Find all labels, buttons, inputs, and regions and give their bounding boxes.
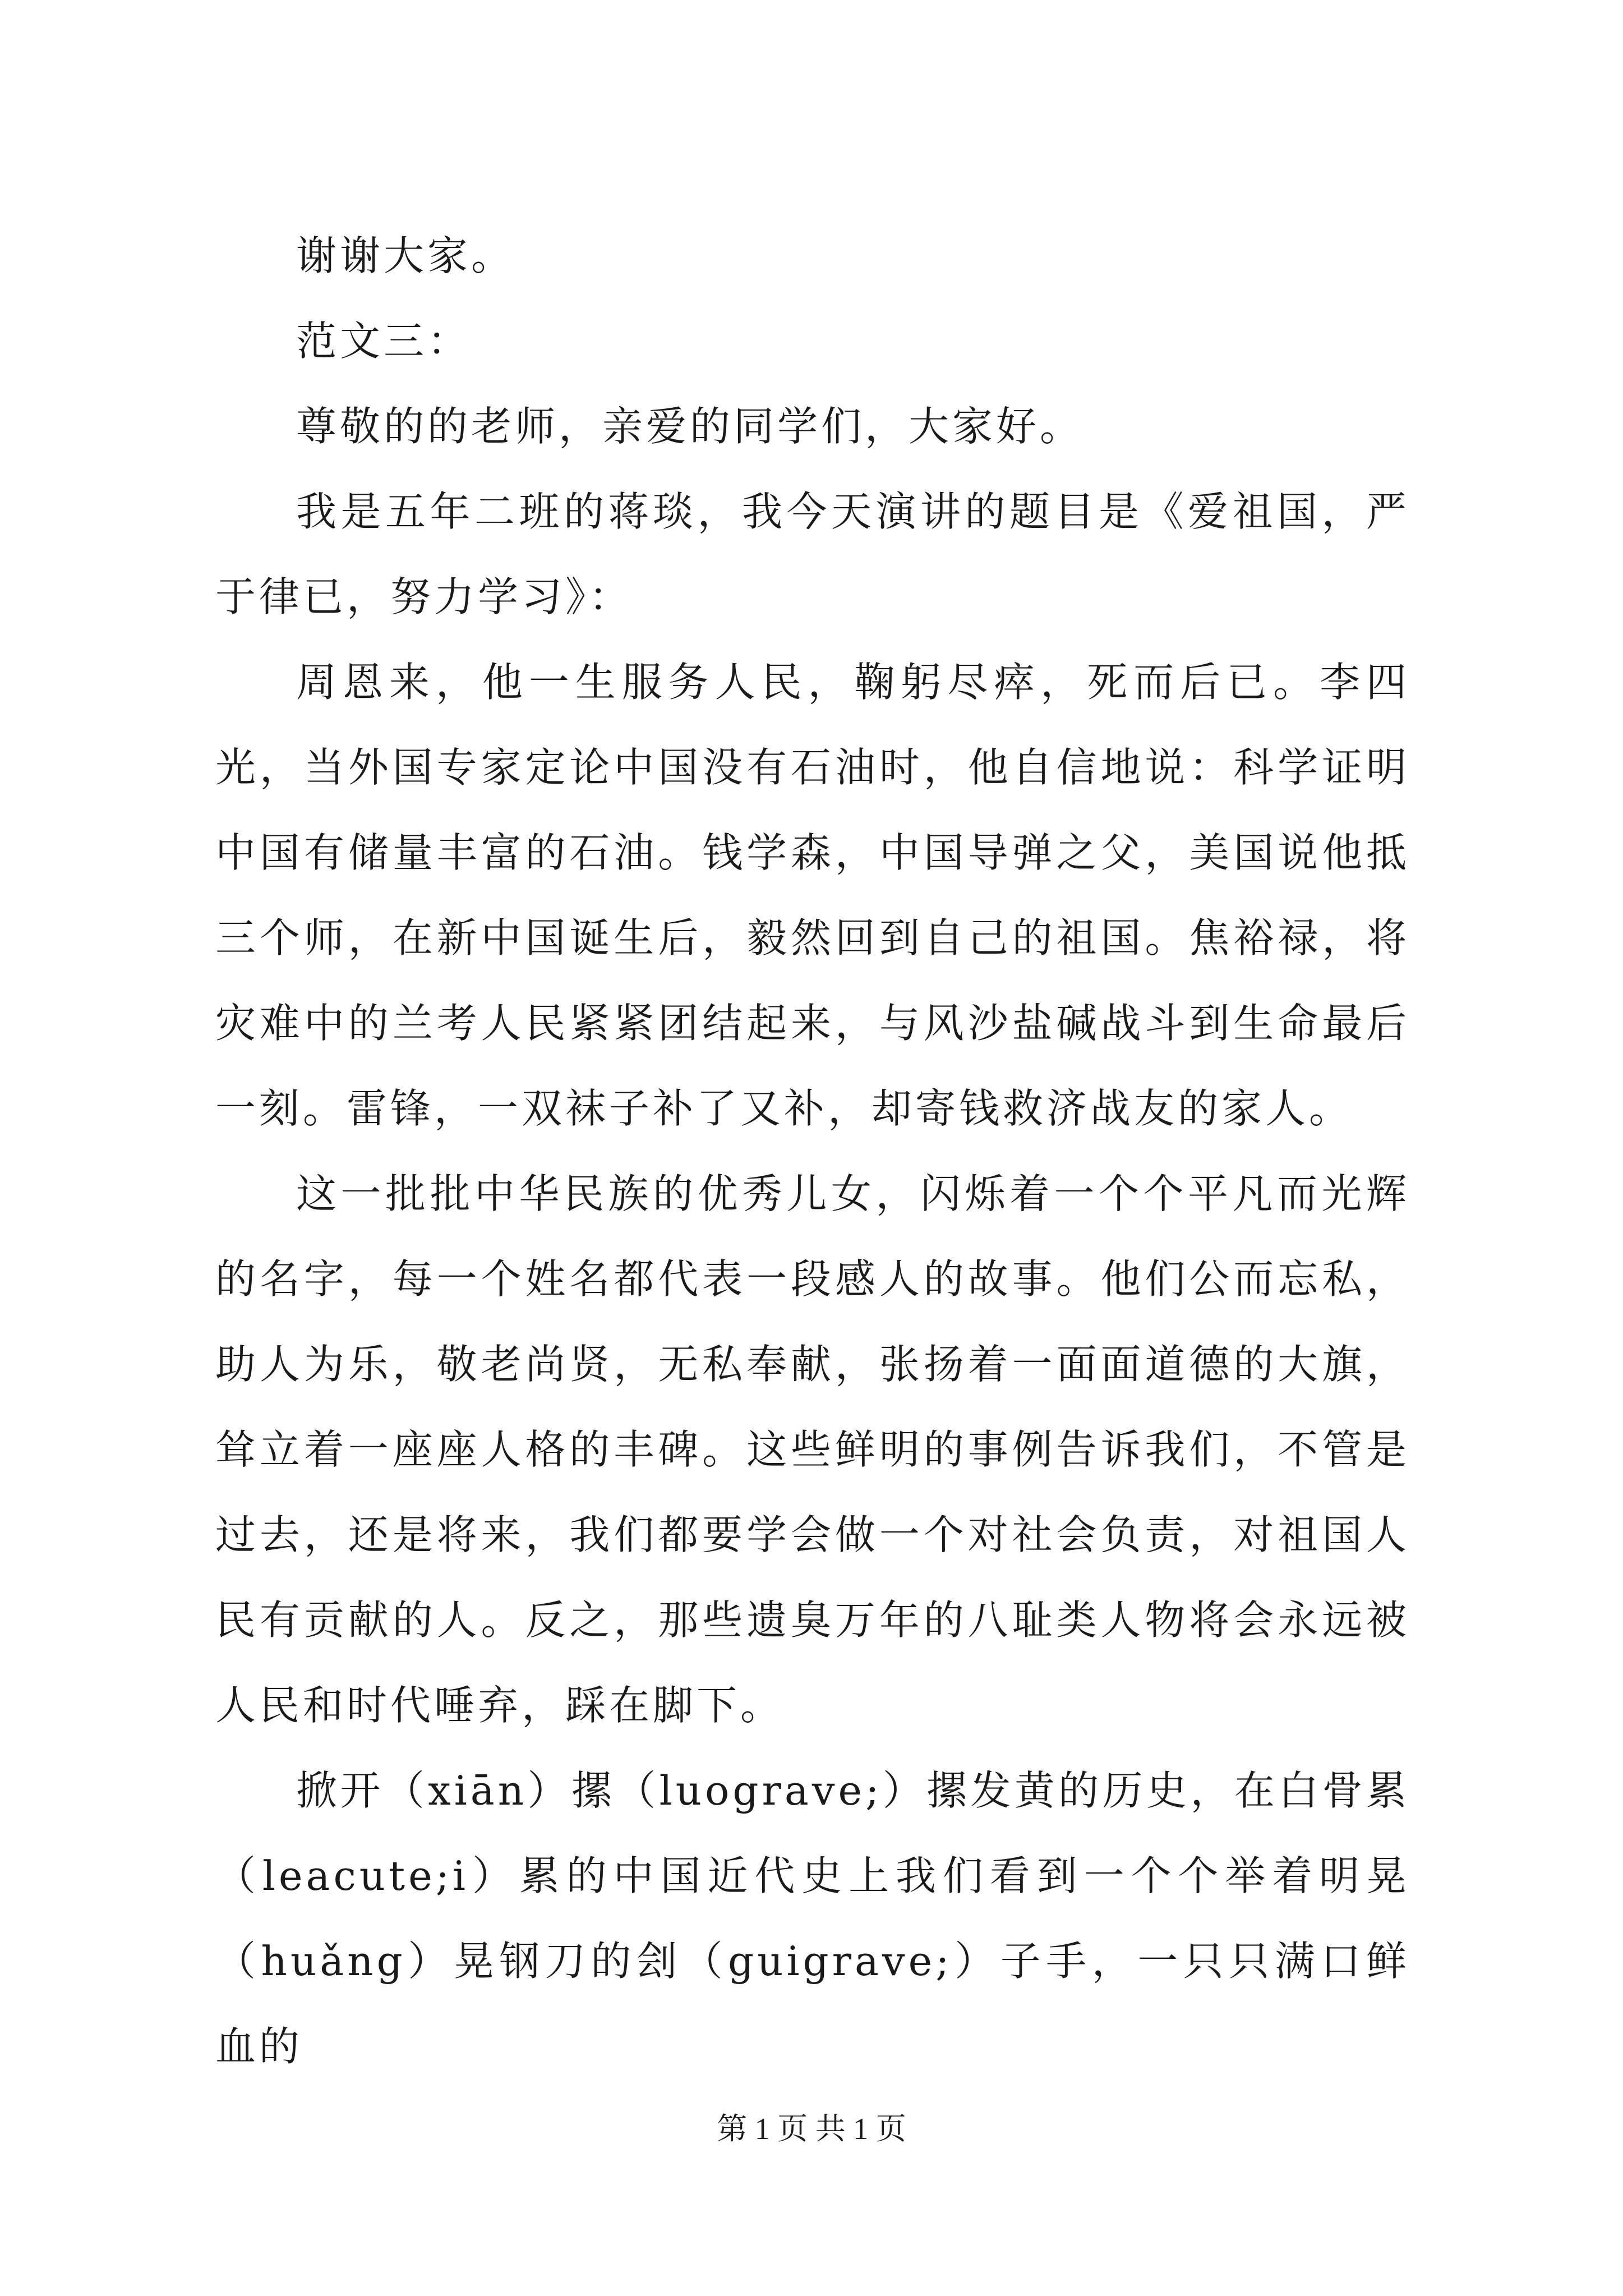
document-body [215,213,1410,2089]
paragraph-section-heading: 范文三： [296,318,472,365]
paragraph-closing-thanks: 谢谢大家。 [296,232,515,279]
paragraph-greeting: 尊敬的的老师，亲爱的同学们，大家好。 [296,403,1084,450]
page-number-footer: 第 1 页 共 1 页 [717,2112,906,2146]
paragraph-role-models: 周恩来，他一生服务人民，鞠躬尽瘁，死而后已。李四光，当外国专家定论中国没有石油时，他自信地说：科学证明中国有储量丰富的石油。钱学森，中国导弹之父，美国说他抵三个师，在新中国诞生后，毅然回到自己的祖国。焦裕禄，将灾难中的兰考人民紧紧团结起来，与风沙盐碱战斗到生命最后一刻。雷锋，一双袜子补了又补，却寄钱救济战友的家人。 [215,659,1410,1132]
paragraph-introduction: 我是五年二班的蒋琰，我今天演讲的题目是《爱祖国，严于律已，努力学习》： [215,488,1410,620]
paragraph-history: 掀开（xiān）摞（luograve;）摞发黄的历史，在白骨累（leacute;i）累的中国近代史上我们看到一个个举着明晃（huǎng）晃钢刀的刽（guigrave;）子手，一只只满口鲜血的 [215,1767,1410,2070]
paragraph-moral-lesson: 这一批批中华民族的优秀儿女，闪烁着一个个平凡而光辉的名字，每一个姓名都代表一段感人的故事。他们公而忘私，助人为乐，敬老尚贤，无私奉献，张扬着一面面道德的大旗，耸立着一座座人格的丰碑。这些鲜明的事例告诉我们，不管是过去，还是将来，我们都要学会做一个对社会负责，对祖国人民有贡献的人。反之，那些遗臭万年的八耻类人物将会永远被人民和时代唾弃，踩在脚下。 [215,1170,1410,1729]
